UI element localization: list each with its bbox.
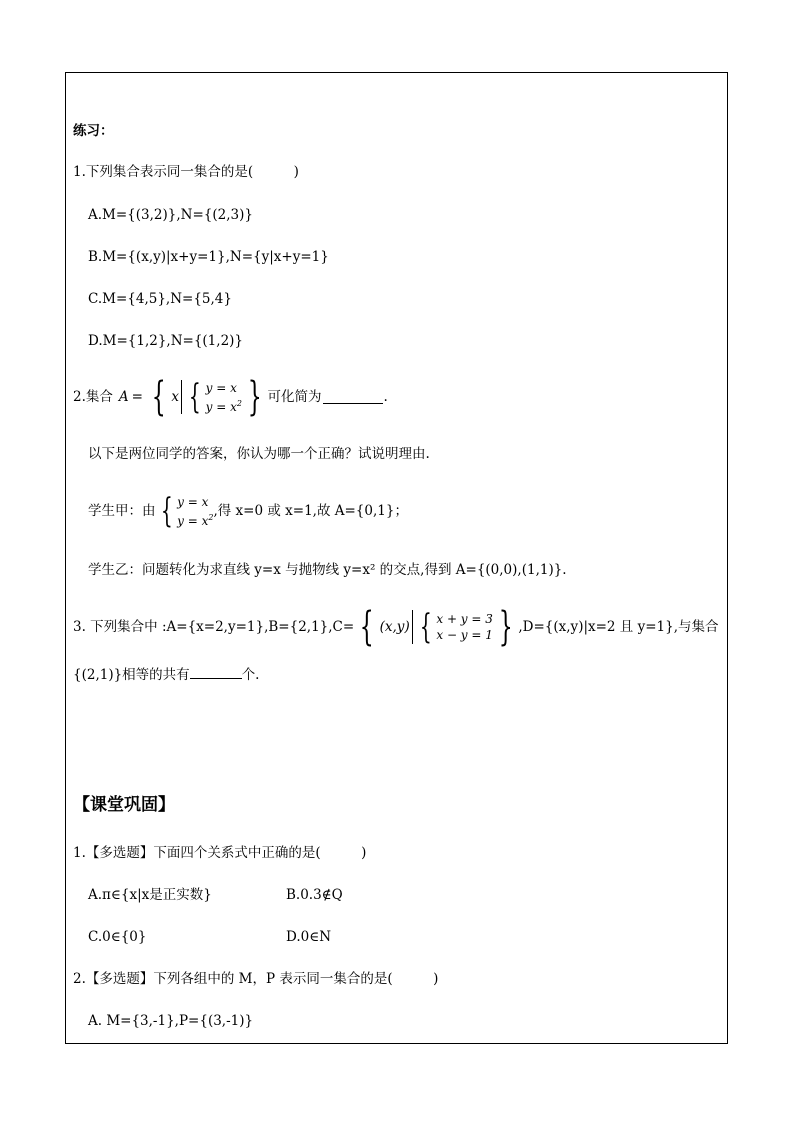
equation-line-1: y = x xyxy=(177,494,209,509)
system-brace-icon: { xyxy=(188,377,201,417)
set-element: (x,y) xyxy=(379,619,410,635)
consolidation-q1-stem: 1.【多选题】下面四个关系式中正确的是( ) xyxy=(73,845,367,861)
system-brace-icon: { xyxy=(160,491,173,531)
consolidation-q1-option-d: D.0∈N xyxy=(286,929,332,945)
practice-heading: 练习： xyxy=(73,123,114,139)
consolidation-heading: 【课堂巩固】 xyxy=(73,795,175,815)
left-brace-icon: { xyxy=(359,604,374,650)
question-2-end: . xyxy=(383,389,388,405)
question-2-prompt: 以下是两位同学的答案，你认为哪一个正确？试说明理由. xyxy=(88,446,430,462)
student-a-suffix: ,得 x=0 或 x=1,故 A={0,1}； xyxy=(213,503,408,519)
answer-blank xyxy=(190,666,242,679)
question-1-option-d: D.M={1,2},N={(1,2)} xyxy=(88,333,244,349)
question-1-stem: 1.下列集合表示同一集合的是( ) xyxy=(73,164,299,180)
divider-bar xyxy=(181,380,182,414)
question-3-line2-prefix: {(2,1)}相等的共有 xyxy=(73,667,190,683)
question-3-suffix: ,D={(x,y)|x=2 且 y=1},与集合 xyxy=(518,619,719,635)
set-builder xyxy=(146,374,268,420)
equation-line-2: x − y = 1 xyxy=(436,628,493,642)
question-2-stem xyxy=(73,375,388,419)
equation-system xyxy=(436,611,493,643)
question-1-option-c: C.M={4,5},N={5,4} xyxy=(88,291,232,307)
equals-sign: = xyxy=(131,389,143,405)
set-builder xyxy=(354,604,518,650)
equation-system xyxy=(206,380,242,415)
divider-bar xyxy=(412,610,413,644)
question-3-line2-suffix: 个. xyxy=(241,667,260,683)
set-variable: A xyxy=(118,389,129,405)
equation-system xyxy=(177,494,213,529)
question-2-prefix: 2.集合 xyxy=(73,389,113,405)
question-1-option-a: A.M={(3,2)},N={(2,3)} xyxy=(88,207,253,223)
student-a-prefix: 学生甲：由 xyxy=(88,503,156,519)
consolidation-q2-option-a: A. M={3,-1},P={(3,-1)} xyxy=(88,1013,254,1029)
student-b-answer: 学生乙：问题转化为求直线 y=x 与抛物线 y=x² 的交点,得到 A={(0,0),(1,1)}. xyxy=(88,562,567,578)
left-brace-icon: { xyxy=(151,374,166,420)
question-1-option-b: B.M={(x,y)|x+y=1},N={y|x+y=1} xyxy=(88,249,329,265)
consolidation-q2-stem: 2.【多选题】下列各组中的 M，P 表示同一集合的是( ) xyxy=(73,971,439,987)
question-3-stem xyxy=(73,605,719,649)
question-2-suffix: 可化简为 xyxy=(267,389,322,405)
equation-line-1: x + y = 3 xyxy=(436,612,493,626)
consolidation-q1-option-c: C.0∈{0} xyxy=(88,929,147,945)
right-brace-icon: } xyxy=(498,604,513,650)
right-brace-icon: } xyxy=(247,374,262,420)
set-element: x xyxy=(171,389,180,405)
equation-line-1: y = x xyxy=(205,380,237,395)
question-3-prefix: 3. 下列集合中 :A={x=2,y=1},B={2,1},C= xyxy=(73,619,355,635)
consolidation-q1-option-b: B.0.3∉Q xyxy=(286,887,343,903)
consolidation-q1-option-a: A.π∈{x|x是正实数} xyxy=(88,887,212,903)
question-3-line-2 xyxy=(73,665,259,685)
student-a-answer xyxy=(88,489,408,533)
answer-blank xyxy=(323,391,383,404)
system-brace-icon: { xyxy=(419,607,432,647)
equation-line-2: $y = x^2$ xyxy=(177,512,214,528)
equation-line-2: $y = x^2$ xyxy=(205,398,242,414)
